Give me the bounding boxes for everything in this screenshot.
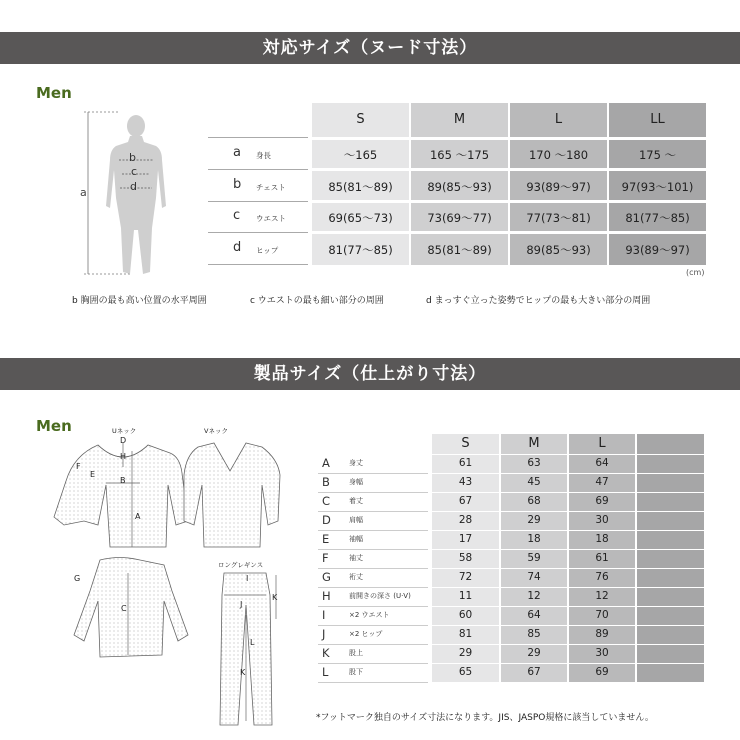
cell2 — [637, 511, 704, 530]
section2-men-label: Men — [36, 417, 72, 435]
col2-header-blank — [637, 434, 704, 453]
row-letter: c — [233, 208, 241, 223]
cell: 85(81～89) — [328, 180, 393, 194]
row2-name: 股上 — [349, 649, 363, 657]
cell2: 28 — [458, 514, 473, 526]
cell2: 67 — [458, 495, 473, 507]
table2-label-rule — [318, 644, 428, 645]
cell2 — [637, 473, 704, 492]
row2-name: 身幅 — [349, 478, 363, 486]
cell: ～165 — [343, 148, 378, 162]
cell2 — [637, 606, 704, 625]
unit-label: (cm) — [686, 268, 705, 277]
row2-name: ×2 ヒップ — [349, 630, 383, 638]
label-long-leggings: ロングレギンス — [218, 561, 264, 569]
cell2: 63 — [527, 457, 541, 469]
cell2 — [637, 530, 704, 549]
cell2: 85 — [527, 628, 541, 640]
figure-letter-d: d — [130, 180, 137, 193]
cell2: 64 — [527, 609, 541, 621]
section2-title-banner: 製品サイズ（仕上がり寸法） — [0, 358, 740, 390]
table2-label-rule — [318, 530, 428, 531]
cell2: 29 — [527, 647, 541, 659]
cell2: 47 — [595, 476, 609, 488]
table1-row-divider — [312, 200, 706, 203]
note-waist: c ウエストの最も細い部分の周囲 — [250, 296, 384, 306]
row-letter: b — [233, 177, 242, 192]
row2-letter: I — [322, 608, 326, 622]
cell2: 69 — [595, 666, 609, 678]
cell2: 76 — [595, 571, 609, 583]
note-chest: b 胸囲の最も高い位置の水平周囲 — [72, 296, 207, 306]
cell2: 64 — [595, 457, 609, 469]
cell: 89(85～93) — [427, 180, 492, 194]
table2-label-rule — [318, 511, 428, 512]
footnote: *フットマーク独自のサイズ寸法になります。JIS、JASPO規格に該当していません。 — [316, 713, 654, 723]
row2-letter: A — [322, 456, 330, 470]
cell: 69(65～73) — [328, 211, 393, 225]
row-letter: d — [233, 240, 242, 255]
table1-label-rule — [208, 137, 308, 138]
cell: 73(69～77) — [427, 211, 492, 225]
cell: 93(89～97) — [526, 180, 591, 194]
cell2: 61 — [458, 457, 473, 469]
cell2: 18 — [595, 533, 609, 545]
figure-letter-a: a — [80, 186, 87, 199]
cell2: 81 — [458, 628, 473, 640]
section1-title-banner: 対応サイズ（ヌード寸法） — [0, 32, 740, 64]
cell2: 17 — [458, 533, 473, 545]
cell2 — [637, 454, 704, 473]
cell2: 60 — [458, 609, 473, 621]
row2-letter: B — [322, 475, 330, 489]
col-header-m: M — [453, 112, 466, 127]
figure-letter-c: c — [131, 165, 138, 178]
row-letter: a — [233, 145, 241, 160]
cell2: 12 — [527, 590, 541, 602]
cell: 93(89～97) — [625, 243, 690, 257]
label-v-neck: Vネック — [204, 427, 228, 435]
cell2: 45 — [527, 476, 541, 488]
cell2: 72 — [458, 571, 473, 583]
cell2 — [637, 549, 704, 568]
row2-name: 着丈 — [349, 497, 363, 505]
col-header-s: S — [356, 112, 365, 127]
diagram-letter-k: K — [272, 593, 278, 602]
cell2: 74 — [527, 571, 541, 583]
cell2: 69 — [595, 495, 609, 507]
row2-name: ×2 ウエスト — [349, 611, 390, 619]
label-u-neck: Uネック — [112, 427, 137, 435]
table1-row-divider — [312, 168, 706, 171]
row-name: チェスト — [256, 183, 286, 192]
diagram-letter-e: E — [90, 470, 96, 479]
cell: 81(77～85) — [625, 211, 690, 225]
diagram-letter-a: A — [135, 512, 141, 521]
col2-header-l: L — [598, 436, 606, 451]
cell2: 70 — [595, 609, 609, 621]
cell2: 43 — [458, 476, 473, 488]
cell2 — [637, 492, 704, 511]
cell2: 59 — [527, 552, 541, 564]
row-name: 身長 — [256, 151, 271, 160]
row2-letter: F — [322, 551, 329, 565]
diagram-letter-i: I — [246, 574, 249, 583]
table2-label-rule — [318, 473, 428, 474]
row2-letter: L — [322, 665, 329, 679]
cell2: 68 — [527, 495, 541, 507]
table2-label-rule — [318, 682, 428, 683]
diagram-letter-f: F — [76, 462, 81, 471]
row2-name: 肩幅 — [349, 516, 363, 524]
cell2: 89 — [595, 628, 609, 640]
row2-name: 前開きの深さ (U·V) — [349, 592, 411, 600]
row2-letter: D — [322, 513, 331, 527]
row-name: ヒップ — [256, 246, 279, 255]
row2-letter: C — [322, 494, 331, 508]
table1-row-divider — [312, 137, 706, 140]
diagram-letter-b: B — [120, 476, 126, 485]
row-name: ウエスト — [256, 214, 286, 223]
cell: 89(85～93) — [526, 243, 591, 257]
row2-name: 袖丈 — [349, 554, 363, 562]
table2-label-rule — [318, 568, 428, 569]
row2-letter: H — [322, 589, 331, 603]
cell2: 12 — [595, 590, 609, 602]
note-hip: d まっすぐ立った姿勢でヒップの最も大きい部分の周囲 — [426, 296, 651, 306]
cell2 — [637, 644, 704, 663]
cell2 — [637, 587, 704, 606]
diagram-letter-g: G — [74, 574, 81, 583]
cell: 77(73～81) — [526, 211, 591, 225]
table1-label-rule — [208, 169, 308, 170]
cell: 81(77～85) — [328, 243, 393, 257]
table1-label-rule — [208, 232, 308, 233]
cell2: 11 — [458, 590, 473, 602]
row2-letter: K — [322, 646, 330, 660]
cell2 — [637, 568, 704, 587]
cell2: 30 — [595, 647, 609, 659]
col2-header-s: S — [461, 436, 470, 451]
col-header-l: L — [554, 112, 563, 127]
cell2: 61 — [595, 552, 609, 564]
row2-letter: G — [322, 570, 331, 584]
diagram-letter-j: J — [240, 600, 243, 609]
diagram-letter-d: D — [120, 436, 127, 445]
cell: 175 ～ — [638, 148, 677, 162]
cell2: 58 — [458, 552, 473, 564]
cell2 — [637, 625, 704, 644]
cell2 — [637, 663, 704, 682]
diagram-letter-h: H — [120, 452, 127, 461]
row2-name: 股下 — [349, 668, 363, 676]
diagram-letter-l: L — [250, 638, 255, 647]
cell2: 18 — [527, 533, 541, 545]
table2-label-rule — [318, 492, 428, 493]
table2-label-rule — [318, 663, 428, 664]
cell2: 30 — [595, 514, 609, 526]
row2-name: 身丈 — [349, 459, 363, 467]
section1-men-label: Men — [36, 84, 72, 102]
cell: 165 ～175 — [429, 148, 490, 162]
row2-name: 袖幅 — [349, 535, 363, 543]
cell2: 29 — [458, 647, 473, 659]
col-header-ll: LL — [650, 112, 665, 127]
row2-letter: J — [322, 627, 326, 641]
cell: 85(81～89) — [427, 243, 492, 257]
row2-letter: E — [322, 532, 330, 546]
diagram-letter-k2: K — [240, 668, 246, 677]
cell2: 65 — [458, 666, 473, 678]
table1-row-divider — [312, 231, 706, 234]
table2-label-rule — [318, 549, 428, 550]
table1-label-rule — [208, 201, 308, 202]
col2-header-m: M — [528, 436, 540, 451]
figure-letter-b: b — [129, 151, 136, 164]
cell2: 29 — [527, 514, 541, 526]
diagram-letter-c: C — [121, 604, 127, 613]
cell2: 67 — [527, 666, 541, 678]
table1-label-rule — [208, 264, 308, 265]
cell: 170 ～180 — [528, 148, 589, 162]
row2-name: 裄丈 — [349, 573, 363, 581]
cell: 97(93～101) — [621, 180, 694, 194]
